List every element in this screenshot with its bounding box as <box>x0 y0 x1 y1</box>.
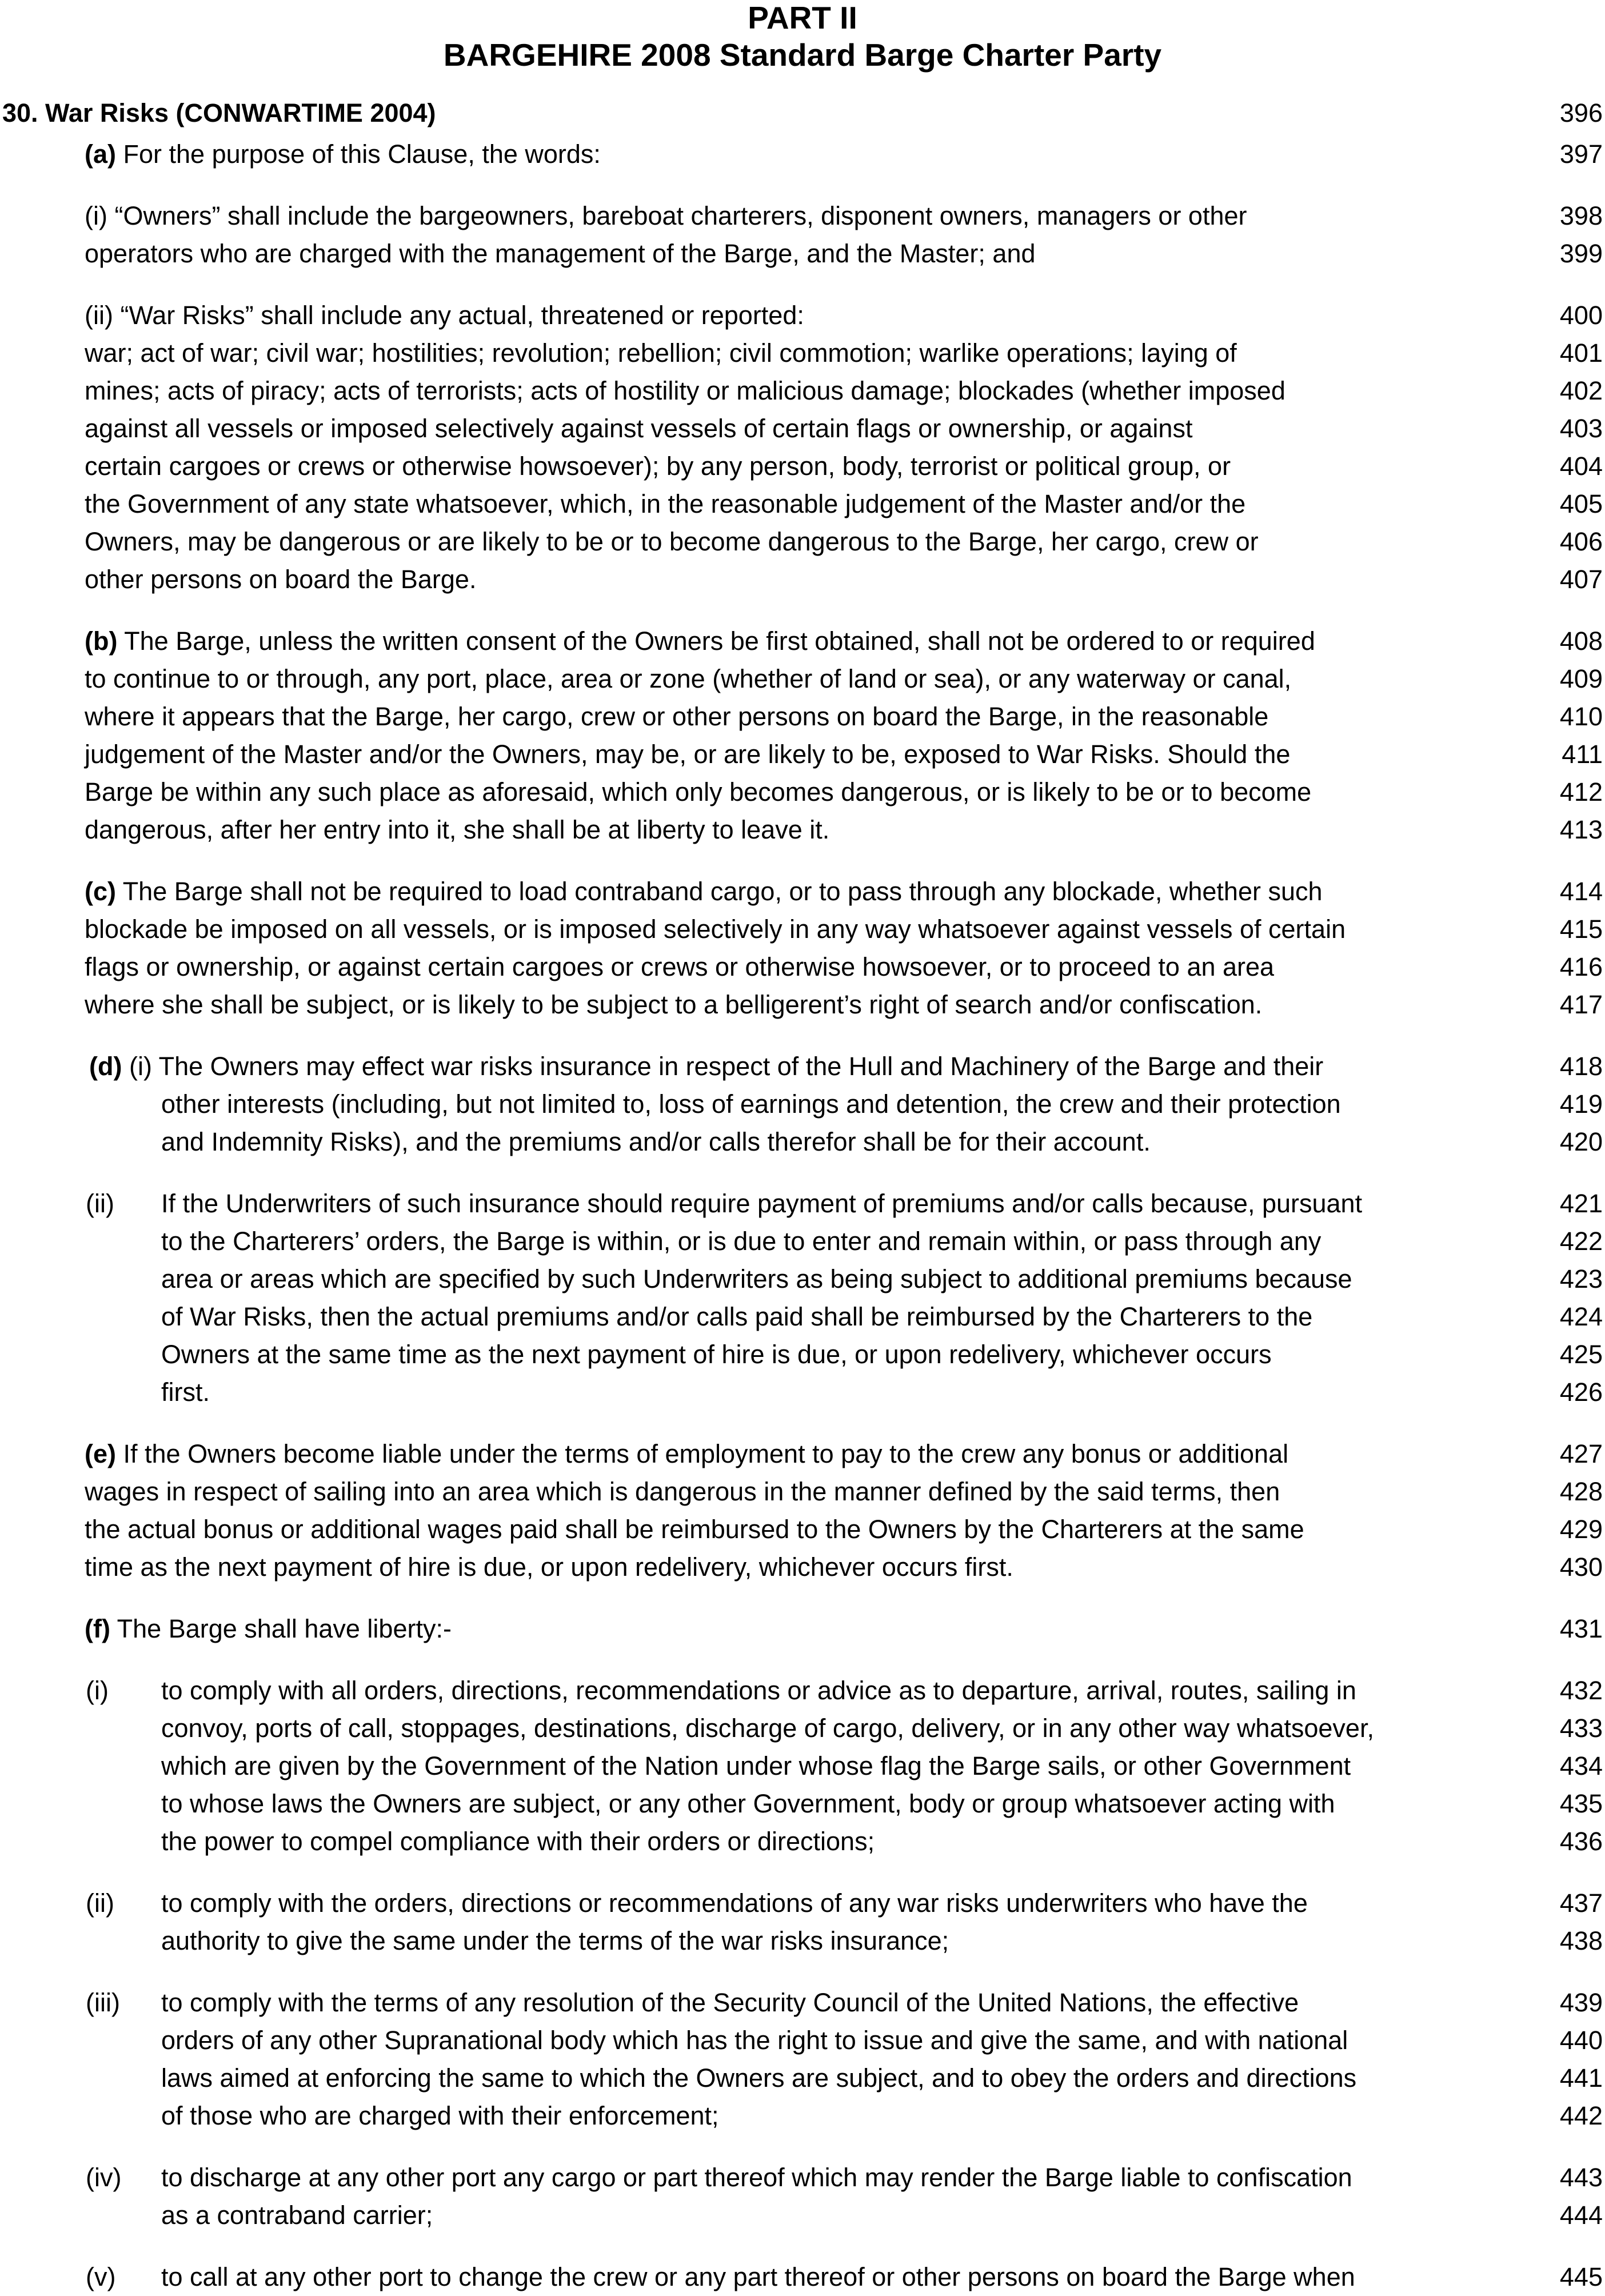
line-text: to comply with all orders, directions, recommendations or advice as to departure, arrival, routes, sailing in <box>161 1676 1356 1705</box>
line-number: 435 <box>1559 1789 1603 1818</box>
line-text: Owners at the same time as the next payment of hire is due, or upon redelivery, whichever occurs <box>161 1340 1272 1369</box>
line-number: 419 <box>1559 1089 1603 1119</box>
line-text: (i) The Owners may effect war risks insurance in respect of the Hull and Machinery of the Barge and their <box>122 1052 1324 1081</box>
line-text: the Government of any state whatsoever, which, in the reasonable judgement of the Master and/or the <box>85 489 1246 518</box>
line-number: 411 <box>1562 740 1603 769</box>
clause-line <box>0 485 1605 523</box>
line-number: 420 <box>1559 1127 1603 1156</box>
sub-clause-label: (a) <box>85 139 116 169</box>
line-number: 404 <box>1559 452 1603 481</box>
line-number: 415 <box>1559 915 1603 944</box>
sub-clause-label: (f) <box>85 1614 110 1643</box>
clause-line <box>0 1747 1605 1785</box>
line-text: and Indemnity Risks), and the premiums and/or calls therefor shall be for their account. <box>161 1127 1151 1156</box>
line-text: orders of any other Supranational body which has the right to issue and give the same, and with national <box>161 2026 1348 2055</box>
clause-line <box>0 811 1605 849</box>
clause-line <box>0 1373 1605 1411</box>
clause-line <box>0 2197 1605 2234</box>
line-number: 434 <box>1559 1751 1603 1780</box>
line-text: war; act of war; civil war; hostilities; revolution; rebellion; civil commotion; warlike operations; laying of <box>85 338 1237 368</box>
line-text: where it appears that the Barge, her cargo, crew or other persons on board the Barge, in the reasonable <box>85 702 1269 731</box>
clause-line <box>0 1260 1605 1298</box>
clause-line <box>0 197 1605 235</box>
line-number: 407 <box>1559 565 1603 594</box>
line-number: 445 <box>1559 2262 1603 2291</box>
clause-line <box>0 1785 1605 1823</box>
clause-line <box>0 1511 1605 1548</box>
line-number: 399 <box>1559 239 1603 268</box>
line-text: The Barge shall not be required to load contraband cargo, or to pass through any blockade, whether such <box>116 877 1323 906</box>
clause-line <box>0 297 1605 334</box>
line-number: 431 <box>1559 1614 1603 1643</box>
part-label: PART II <box>748 0 857 35</box>
clause-line <box>0 448 1605 485</box>
line-text: flags or ownership, or against certain cargoes or crews or otherwise howsoever, or to proceed to an area <box>85 952 1275 981</box>
line-text: to comply with the orders, directions or recommendations of any war risks underwriters who have the <box>161 1888 1308 1918</box>
line-text: which are given by the Government of the Nation under whose flag the Barge sails, or other Government <box>161 1751 1351 1780</box>
line-number: 444 <box>1559 2201 1603 2230</box>
line-text: judgement of the Master and/or the Owners, may be, or are likely to be, exposed to War Risks. Should the <box>85 740 1291 769</box>
line-number: 442 <box>1559 2101 1603 2130</box>
line-number: 422 <box>1559 1227 1603 1256</box>
document-title: BARGEHIRE 2008 Standard Barge Charter Party <box>443 37 1162 73</box>
clause-line <box>0 873 1605 911</box>
clause-line <box>0 1710 1605 1747</box>
clause-line <box>0 1672 1605 1710</box>
line-text: of those who are charged with their enforcement; <box>161 2101 719 2130</box>
clause-line <box>0 1984 1605 2022</box>
clause-line <box>0 1185 1605 1223</box>
line-number: 409 <box>1559 664 1603 693</box>
line-text: operators who are charged with the management of the Barge, and the Master; and <box>85 239 1036 268</box>
line-number: 400 <box>1559 301 1603 330</box>
clause-line <box>0 1298 1605 1336</box>
line-text: The Barge, unless the written consent of the Owners be first obtained, shall not be ordered to or required <box>117 626 1315 656</box>
clause-line <box>0 660 1605 698</box>
sub-clause-label: (c) <box>85 877 116 906</box>
line-number: 437 <box>1559 1888 1603 1918</box>
line-text: The Barge shall have liberty:- <box>110 1614 452 1643</box>
line-text: to whose laws the Owners are subject, or any other Government, body or group whatsoever acting with <box>161 1789 1335 1818</box>
clause-line <box>0 1610 1605 1648</box>
clause-line <box>0 94 1605 132</box>
clause-line <box>0 1435 1605 1473</box>
line-text: where she shall be subject, or is likely to be subject to a belligerent’s right of search and/or confiscation. <box>85 990 1263 1019</box>
clause-line <box>0 135 1605 173</box>
line-number: 443 <box>1559 2163 1603 2192</box>
clause-line <box>0 1884 1605 1922</box>
line-number: 410 <box>1559 702 1603 731</box>
line-number: 429 <box>1559 1515 1603 1544</box>
sub-item-marker: (ii) <box>86 1888 114 1918</box>
clause-line <box>0 1085 1605 1123</box>
clause-line <box>0 773 1605 811</box>
sub-clause-label: (b) <box>85 626 118 656</box>
clause-line <box>0 622 1605 660</box>
line-text: area or areas which are specified by such Underwriters as being subject to additional premiums because <box>161 1264 1352 1293</box>
line-number: 432 <box>1559 1676 1603 1705</box>
clause-line <box>0 698 1605 736</box>
line-text: other persons on board the Barge. <box>85 565 477 594</box>
line-number: 406 <box>1559 527 1603 556</box>
line-text: certain cargoes or crews or otherwise howsoever); by any person, body, terrorist or political group, or <box>85 452 1231 481</box>
line-text: to continue to or through, any port, place, area or zone (whether of land or sea), or any waterway or canal, <box>85 664 1292 693</box>
clause-line <box>0 1336 1605 1373</box>
line-text: If the Underwriters of such insurance should require payment of premiums and/or calls because, pursuant <box>161 1189 1363 1218</box>
sub-item-marker: (ii) <box>86 1189 114 1218</box>
clause-line <box>0 2059 1605 2097</box>
line-text: (i) “Owners” shall include the bargeowners, bareboat charterers, disponent owners, managers or other <box>85 201 1247 230</box>
line-number: 433 <box>1559 1714 1603 1743</box>
document-header <box>0 0 1605 74</box>
line-number: 424 <box>1559 1302 1603 1331</box>
line-text: as a contraband carrier; <box>161 2201 433 2230</box>
sub-clause-label: (e) <box>85 1439 116 1468</box>
line-text: laws aimed at enforcing the same to which the Owners are subject, and to obey the orders and directions <box>161 2063 1357 2093</box>
sub-item-marker: (v) <box>86 2262 116 2291</box>
line-text: against all vessels or imposed selectively against vessels of certain flags or ownership, or against <box>85 414 1193 443</box>
line-number: 428 <box>1559 1477 1603 1506</box>
clause-line <box>0 1823 1605 1860</box>
clause-line <box>0 2097 1605 2135</box>
clause-line <box>0 1223 1605 1260</box>
clause-line <box>0 1922 1605 1960</box>
line-number: 426 <box>1559 1377 1603 1407</box>
line-text: wages in respect of sailing into an area which is dangerous in the manner defined by the said terms, then <box>85 1477 1280 1506</box>
line-number: 423 <box>1559 1264 1603 1293</box>
line-number: 421 <box>1559 1189 1603 1218</box>
line-number: 441 <box>1559 2063 1603 2093</box>
line-text: blockade be imposed on all vessels, or is imposed selectively in any way whatsoever against vessels of certain <box>85 915 1346 944</box>
clause-line <box>0 736 1605 773</box>
line-number: 414 <box>1559 877 1603 906</box>
line-text: For the purpose of this Clause, the words: <box>116 139 601 169</box>
line-text: to the Charterers’ orders, the Barge is within, or is due to enter and remain within, or pass through any <box>161 1227 1321 1256</box>
line-number: 427 <box>1559 1439 1603 1468</box>
line-number: 401 <box>1559 338 1603 368</box>
line-number: 397 <box>1559 139 1603 169</box>
line-text: the actual bonus or additional wages paid shall be reimbursed to the Owners by the Charterers at the same <box>85 1515 1304 1544</box>
clause-line <box>0 410 1605 448</box>
clause-line <box>0 2022 1605 2059</box>
line-number: 439 <box>1559 1988 1603 2017</box>
line-number: 405 <box>1559 489 1603 518</box>
sub-clause-label: (d) <box>89 1052 122 1081</box>
line-number: 430 <box>1559 1552 1603 1582</box>
line-text: to comply with the terms of any resolution of the Security Council of the United Nations, the effective <box>161 1988 1299 2017</box>
line-number: 408 <box>1559 626 1603 656</box>
clause-line <box>0 1123 1605 1161</box>
clause-line <box>0 561 1605 598</box>
line-text: Owners, may be dangerous or are likely to be or to become dangerous to the Barge, her cargo, crew or <box>85 527 1259 556</box>
clause-line <box>0 911 1605 948</box>
clause-line <box>0 1548 1605 1586</box>
line-number: 413 <box>1559 815 1603 844</box>
line-text: to call at any other port to change the crew or any part thereof or other persons on board the Barge when <box>161 2262 1355 2291</box>
clause-line <box>0 372 1605 410</box>
clause-line <box>0 523 1605 561</box>
line-text: dangerous, after her entry into it, she shall be at liberty to leave it. <box>85 815 830 844</box>
line-number: 396 <box>1559 98 1603 127</box>
line-number: 417 <box>1559 990 1603 1019</box>
sub-item-marker: (iv) <box>86 2163 122 2192</box>
sub-item-marker: (iii) <box>86 1988 120 2017</box>
line-number: 436 <box>1559 1827 1603 1856</box>
line-text: time as the next payment of hire is due, or upon redelivery, whichever occurs first. <box>85 1552 1013 1582</box>
line-number: 403 <box>1559 414 1603 443</box>
line-number: 402 <box>1559 376 1603 405</box>
clause-line <box>0 334 1605 372</box>
line-text: other interests (including, but not limited to, loss of earnings and detention, the crew and their protection <box>161 1089 1341 1119</box>
line-text: authority to give the same under the terms of the war risks insurance; <box>161 1926 949 1955</box>
line-number: 398 <box>1559 201 1603 230</box>
clause-line <box>0 2159 1605 2197</box>
line-number: 440 <box>1559 2026 1603 2055</box>
line-text: mines; acts of piracy; acts of terrorists; acts of hostility or malicious damage; blockades (whether imposed <box>85 376 1285 405</box>
line-text: If the Owners become liable under the terms of employment to pay to the crew any bonus or additional <box>116 1439 1289 1468</box>
sub-item-marker: (i) <box>86 1676 109 1705</box>
line-text: Barge be within any such place as aforesaid, which only becomes dangerous, or is likely to be or to become <box>85 777 1312 806</box>
clause-line <box>0 1048 1605 1085</box>
clause-line <box>0 986 1605 1024</box>
line-number: 438 <box>1559 1926 1603 1955</box>
clause-line <box>0 1473 1605 1511</box>
line-text: convoy, ports of call, stoppages, destinations, discharge of cargo, delivery, or in any other way whatsoever, <box>161 1714 1374 1743</box>
line-text: (ii) “War Risks” shall include any actual, threatened or reported: <box>85 301 804 330</box>
line-text: of War Risks, then the actual premiums and/or calls paid shall be reimbursed by the Charterers to the <box>161 1302 1313 1331</box>
line-number: 416 <box>1559 952 1603 981</box>
clause-line <box>0 948 1605 986</box>
line-text: to discharge at any other port any cargo or part thereof which may render the Barge liable to confiscation <box>161 2163 1352 2192</box>
line-number: 412 <box>1559 777 1603 806</box>
line-text: the power to compel compliance with their orders or directions; <box>161 1827 875 1856</box>
line-number: 425 <box>1559 1340 1603 1369</box>
clause-line <box>0 2258 1605 2296</box>
clause-line <box>0 235 1605 273</box>
line-text: first. <box>161 1377 210 1407</box>
clause-heading: 30. War Risks (CONWARTIME 2004) <box>2 98 436 127</box>
line-number: 418 <box>1559 1052 1603 1081</box>
